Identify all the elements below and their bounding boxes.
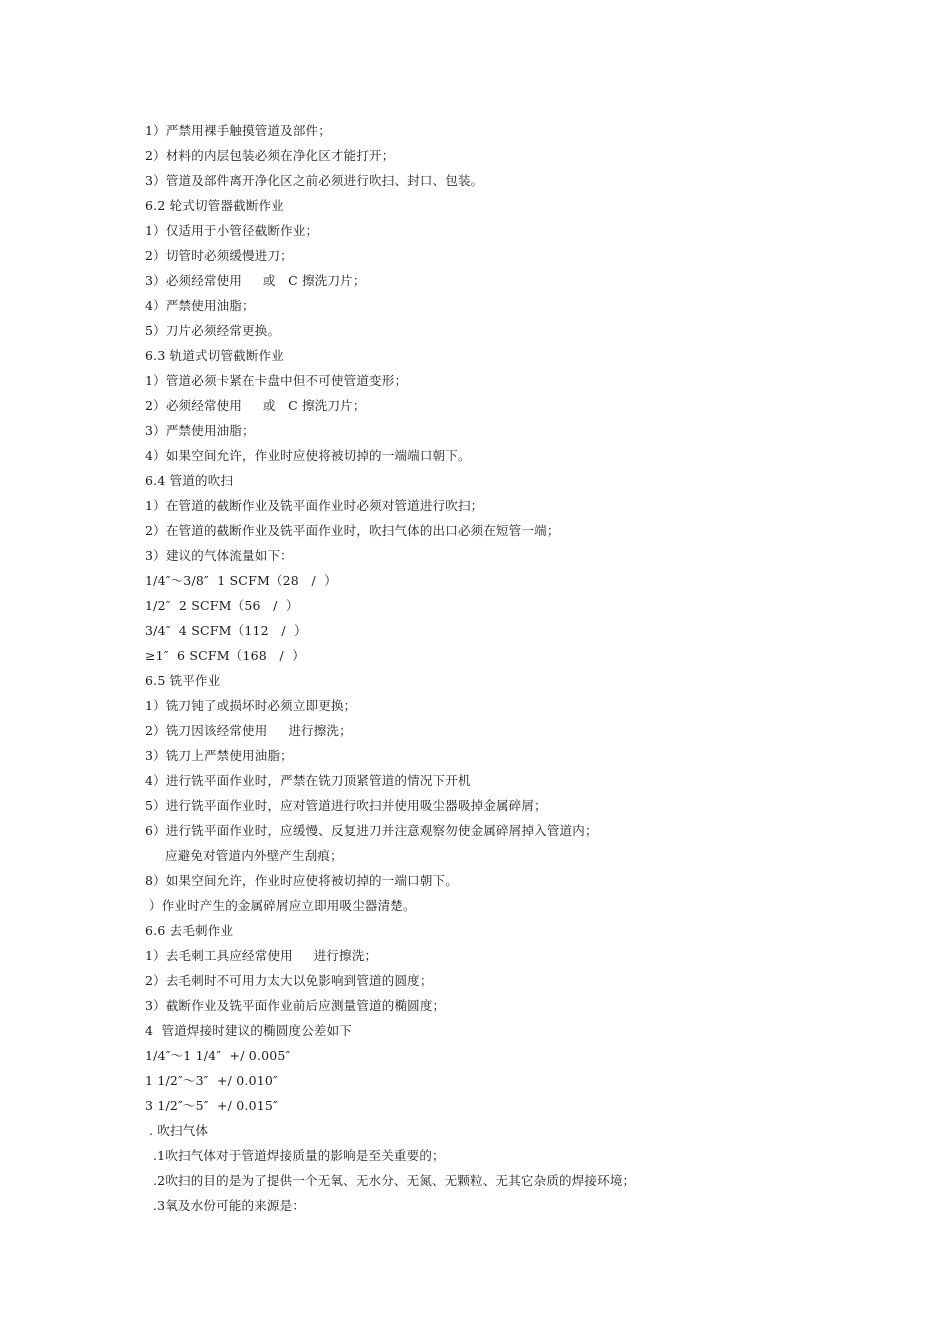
section-heading: . 吹扫气体 (149, 1123, 209, 1138)
flow-rate-line: 1/4″～3/8″ 1 SCFM（28 / ） (145, 573, 337, 588)
text-line: 应避免对管道内外壁产生刮痕； (165, 848, 343, 863)
text-line: 4 管道焊接时建议的椭圆度公差如下 (145, 1023, 353, 1038)
section-heading: 6.6 去毛刺作业 (145, 923, 234, 938)
tolerance-line: 3 1/2″～5″ +/ 0.015″ (145, 1098, 278, 1113)
text-line: 5）进行铣平面作业时，应对管道进行吹扫并使用吸尘器吸掉金属碎屑； (145, 798, 547, 813)
text-line: 4）如果空间允许，作业时应使将被切掉的一端端口朝下。 (145, 448, 471, 463)
text-line: 1）在管道的截断作业及铣平面作业时必须对管道进行吹扫； (145, 498, 484, 513)
text-line: 2）必须经常使用 或 C 擦洗刀片； (145, 398, 366, 413)
text-line: 8）如果空间允许，作业时应使将被切掉的一端口朝下。 (145, 873, 458, 888)
section-heading: 6.2 轮式切管器截断作业 (145, 198, 284, 213)
document-body (145, 118, 905, 1218)
text-line: 5）刀片必须经常更换。 (145, 323, 281, 338)
text-line: 3）截断作业及铣平面作业前后应测量管道的椭圆度； (145, 998, 446, 1013)
text-line: 2）材料的内层包装必须在净化区才能打开； (145, 148, 395, 163)
text-line: 3）严禁使用油脂； (145, 423, 255, 438)
text-line: 1）管道必须卡紧在卡盘中但不可使管道变形； (145, 373, 408, 388)
text-line: 2）去毛刺时不可用力太大以免影响到管道的圆度； (145, 973, 433, 988)
text-line: 1）铣刀钝了或损坏时必须立即更换； (145, 698, 357, 713)
section-heading: 6.5 铣平作业 (145, 673, 221, 688)
text-line: 4）严禁使用油脂； (145, 298, 255, 313)
flow-rate-line: ≥1″ 6 SCFM（168 / ） (145, 648, 305, 663)
text-line: .2吹扫的目的是为了提供一个无氧、无水分、无氮、无颗粒、无其它杂质的焊接环境； (153, 1173, 636, 1188)
text-line: 3）必须经常使用 或 C 擦洗刀片； (145, 273, 366, 288)
text-line: 3）管道及部件离开净化区之前必须进行吹扫、封口、包装。 (145, 173, 484, 188)
text-line: 2）铣刀因该经常使用 进行擦洗； (145, 723, 352, 738)
section-heading: 6.4 管道的吹扫 (145, 473, 234, 488)
text-line: .1吹扫气体对于管道焊接质量的影响是至关重要的； (153, 1148, 445, 1163)
section-heading: 6.3 轨道式切管截断作业 (145, 348, 284, 363)
tolerance-line: 1 1/2″～3″ +/ 0.010″ (145, 1073, 278, 1088)
text-line: 4）进行铣平面作业时，严禁在铣刀顶紧管道的情况下开机 (145, 773, 471, 788)
text-line: ）作业时产生的金属碎屑应立即用吸尘器清楚。 (149, 898, 416, 913)
flow-rate-line: 3/4″ 4 SCFM（112 / ） (145, 623, 307, 638)
flow-rate-line: 1/2″ 2 SCFM（56 / ） (145, 598, 299, 613)
text-line: 3）铣刀上严禁使用油脂； (145, 748, 293, 763)
text-line: 1）仅适用于小管径截断作业； (145, 223, 319, 238)
text-line: 1）去毛刺工具应经常使用 进行擦洗； (145, 948, 378, 963)
text-line: 2）在管道的截断作业及铣平面作业时，吹扫气体的出口必须在短管一端； (145, 523, 560, 538)
text-line: 6）进行铣平面作业时，应缓慢、反复进刀并注意观察勿使金属碎屑掉入管道内； (145, 823, 598, 838)
tolerance-line: 1/4″～1 1/4″ +/ 0.005″ (145, 1048, 291, 1063)
text-line: 2）切管时必须缓慢进刀； (145, 248, 293, 263)
text-line: 1）严禁用裸手触摸管道及部件； (145, 123, 331, 138)
text-line: 3）建议的气体流量如下： (145, 548, 293, 563)
text-line: .3氧及水份可能的来源是： (153, 1198, 306, 1213)
